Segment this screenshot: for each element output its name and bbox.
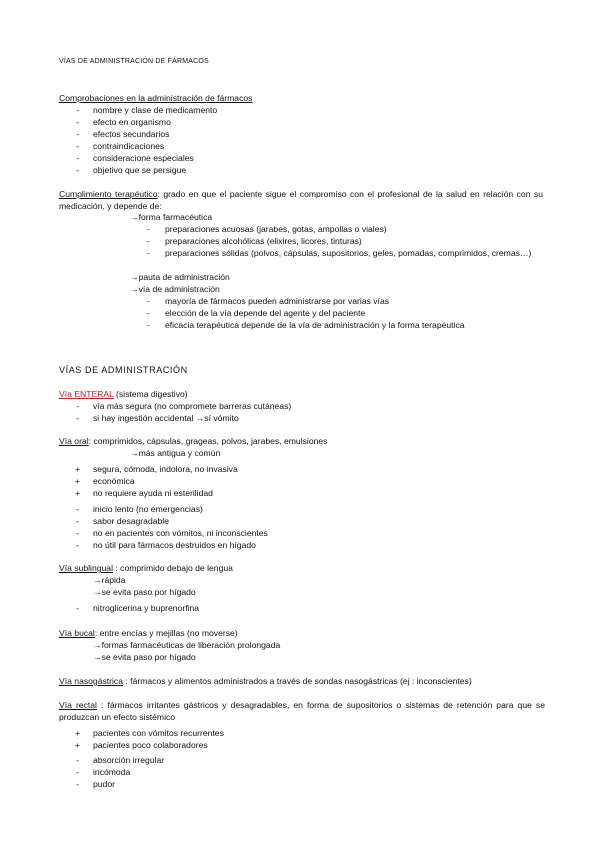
sublingual-line — [59, 564, 233, 573]
plus-marker: + — [75, 488, 81, 498]
list-item: sabor desagradable — [93, 516, 169, 526]
rectal-rest: : fármacos irritantes gástricos y desagradables, en forma de supositorios o sistemas de retención para que se produzcan un efecto sistémico — [59, 700, 545, 723]
oral-sub: →más antigua y común — [130, 448, 221, 458]
plus-marker: + — [75, 476, 81, 486]
plus-marker: + — [75, 728, 81, 738]
list-item: preparaciones alcohólicas (elixires, licores, tinturas) — [165, 236, 362, 246]
enteral-label: Vía ENTERAL — [59, 389, 114, 399]
list-item: pacientes poco colaboradores — [93, 740, 208, 750]
oral-rest: : comprimidos, cápsulas, grageas, polvos, jarabes, emulsiones — [88, 436, 328, 446]
cumplimiento-text: : grado en que el paciente sigue el compromiso con el profesional de la salud en relación con su medicación, y depende de: — [59, 189, 543, 212]
sublingual-rest: : comprimido debajo de lengua — [113, 563, 233, 573]
list-item: no en pacientes con vómitos, ni inconscientes — [93, 528, 268, 538]
sublingual-sub-higado: →se evita paso por hígado — [93, 587, 196, 597]
list-item: preparaciones sólidas (polvos, cápsulas, supositorios, geles, pomadas, comprimidos, cremas…) — [165, 248, 532, 258]
dash-marker: - — [76, 153, 79, 163]
list-item: absorción irregular — [93, 755, 165, 765]
list-item: eficacia terapéutica depende de la vía de administración y la forma terapéutica — [165, 320, 465, 330]
list-item: no requiere ayuda ni esterilidad — [93, 488, 213, 498]
dash-marker: - — [147, 296, 150, 306]
bucal-label: Vía bucal — [59, 628, 95, 638]
dash-marker: - — [76, 141, 79, 151]
dash-marker: - — [147, 236, 150, 246]
nasogastrica-label: Vía nasogástrica — [59, 676, 124, 686]
dash-marker: - — [76, 105, 79, 115]
bucal-line — [59, 629, 238, 638]
nasogastrica-line — [59, 677, 472, 686]
list-item: nitroglicerina y buprenorfina — [93, 603, 200, 613]
dash-marker: - — [76, 603, 79, 613]
oral-line — [59, 437, 327, 446]
rectal-paragraph — [59, 699, 545, 723]
dash-marker: - — [147, 320, 150, 330]
dash-marker: - — [76, 401, 79, 411]
plus-marker: + — [75, 464, 81, 474]
list-item: inicio lento (no emergencias) — [93, 504, 203, 514]
list-item: elección de la vía depende del agente y del paciente — [165, 308, 366, 318]
dash-marker: - — [76, 504, 79, 514]
dash-marker: - — [76, 779, 79, 789]
bucal-sub-liberacion: →formas farmacéuticas de liberación prolongada — [93, 640, 281, 650]
rectal-label: Vía rectal — [59, 700, 97, 710]
list-item: nombre y clase de medicamento — [93, 105, 218, 115]
list-item: económica — [93, 476, 135, 486]
comprobaciones-heading: Comprobaciones en la administración de fármacos — [59, 93, 253, 103]
dash-marker: - — [76, 413, 79, 423]
dash-marker: - — [76, 117, 79, 127]
forma-farmaceutica: →forma farmacéutica — [130, 212, 213, 222]
pauta-administracion: →pauta de administración — [130, 272, 230, 282]
sublingual-sub-rapida: →rápida — [93, 575, 126, 585]
bucal-sub-higado: →se evita paso por hígado — [93, 652, 196, 662]
bucal-rest: : entre encías y mejillas (no moverse) — [94, 628, 238, 638]
list-item: consideracione especiales — [93, 153, 194, 163]
list-item: contraindicaciones — [93, 141, 165, 151]
enteral-rest: (sistema digestivo) — [113, 389, 188, 399]
list-item: incómoda — [93, 767, 131, 777]
sublingual-label: Vía sublingual — [59, 563, 113, 573]
list-item: mayoría de fármacos pueden administrarse por varias vías — [165, 296, 390, 306]
oral-label: Vía oral — [59, 436, 89, 446]
vias-heading: VÍAS DE ADMINISTRACIÓN — [59, 365, 188, 375]
enteral-line — [59, 390, 188, 399]
dash-marker: - — [76, 129, 79, 139]
cumplimiento-heading: Cumplimiento terapéutico — [59, 189, 158, 199]
dash-marker: - — [76, 540, 79, 550]
list-item: no útil para fármacos destruidos en hígado — [93, 540, 256, 550]
list-item: pacientes con vómitos recurrentes — [93, 728, 224, 738]
dash-marker: - — [76, 767, 79, 777]
plus-marker: + — [75, 740, 81, 750]
list-item: efectos secundarios — [93, 129, 170, 139]
dash-marker: - — [147, 248, 150, 258]
list-item: si hay ingestión accidental →sí vómito — [93, 413, 239, 423]
list-item: objetivo que se persigue — [93, 165, 187, 175]
dash-marker: - — [76, 755, 79, 765]
list-item: preparaciones acuosas (jarabes, gotas, ampollas o viales) — [165, 224, 387, 234]
list-item: pudor — [93, 779, 115, 789]
via-administracion: →vía de administración — [130, 284, 220, 294]
dash-marker: - — [147, 308, 150, 318]
document-title: VÍAS DE ADMINISTRACIÓN DE FÁRMACOS — [59, 58, 209, 65]
cumplimiento-paragraph — [59, 188, 543, 212]
dash-marker: - — [76, 528, 79, 538]
nasogastrica-rest: : fármacos y alimentos administrados a través de sondas nasogástricas (ej : inconscientes) — [123, 676, 472, 686]
dash-marker: - — [76, 165, 79, 175]
dash-marker: - — [147, 224, 150, 234]
list-item: segura, cómoda, indolora, no invasiva — [93, 464, 238, 474]
dash-marker: - — [76, 516, 79, 526]
list-item: vía más segura (no compromete barreras cutáneas) — [93, 401, 292, 411]
list-item: efecto en organismo — [93, 117, 171, 127]
